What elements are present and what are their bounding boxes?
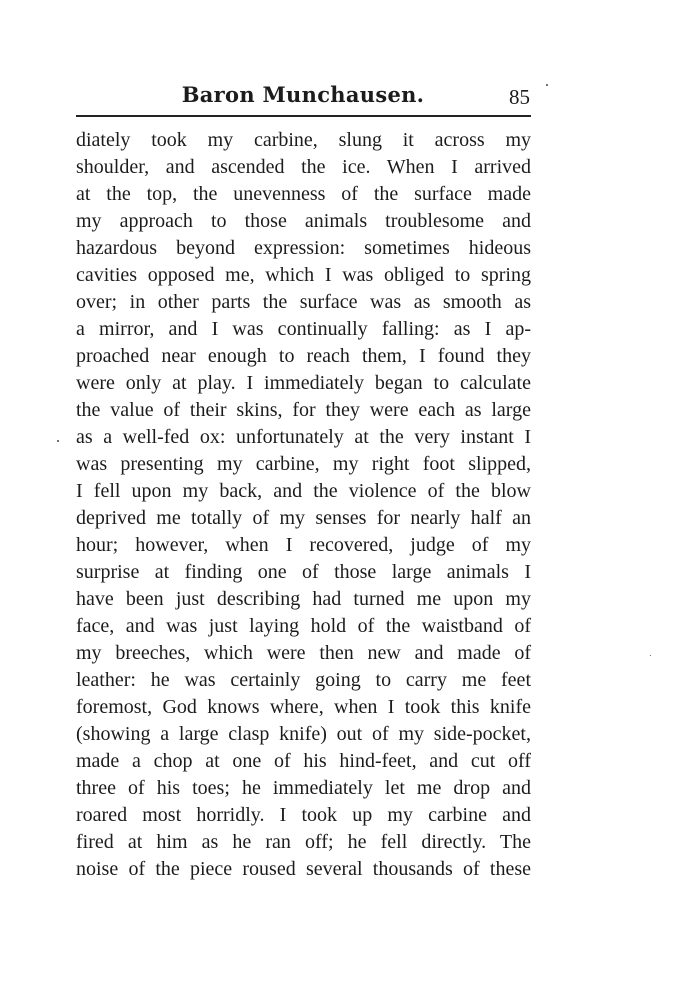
body-text (76, 127, 531, 883)
running-title: Baron Munchausen. (181, 82, 425, 107)
text-line: roared most horridly. I took up my carbine and (76, 804, 531, 826)
text-line: deprived me totally of my senses for nearly half an (76, 507, 531, 529)
text-line: have been just describing had turned me upon my (76, 588, 531, 610)
text-line: over; in other parts the surface was as smooth as (76, 291, 531, 313)
text-line: (showing a large clasp knife) out of my side-pocket, (76, 723, 531, 745)
text-line: was presenting my carbine, my right foot slipped, (76, 453, 531, 475)
text-line: face, and was just laying hold of the waistband of (76, 615, 531, 637)
text-line: fired at him as he ran off; he fell directly. The (76, 831, 531, 853)
text-line: my approach to those animals troublesome and (76, 210, 531, 232)
text-line: surprise at finding one of those large animals I (76, 561, 531, 583)
text-line: the value of their skins, for they were each as large (76, 399, 531, 421)
text-line: foremost, God knows where, when I took this knife (76, 696, 531, 718)
text-line: at the top, the unevenness of the surface made (76, 183, 531, 205)
text-line: hour; however, when I recovered, judge of my (76, 534, 531, 556)
text-line: noise of the piece roused several thousands of these (76, 858, 531, 880)
text-line: as a well-fed ox: unfortunately at the very instant I (76, 426, 531, 448)
running-header (76, 82, 530, 112)
text-line: hazardous beyond expression: sometimes hideous (76, 237, 531, 259)
text-line: made a chop at one of his hind-feet, and cut off (76, 750, 531, 772)
text-line: three of his toes; he immediately let me drop and (76, 777, 531, 799)
text-line: leather: he was certainly going to carry me feet (76, 669, 531, 691)
text-line: cavities opposed me, which I was obliged to spring (76, 264, 531, 286)
text-line: my breeches, which were then new and made of (76, 642, 531, 664)
print-speck (57, 440, 59, 442)
text-line: I fell upon my back, and the violence of the blow (76, 480, 531, 502)
text-line: diately took my carbine, slung it across my (76, 129, 531, 151)
print-speck (650, 655, 651, 656)
print-speck (546, 84, 548, 86)
page-number: 85 (509, 85, 530, 109)
text-line: were only at play. I immediately began to calculate (76, 372, 531, 394)
text-line: a mirror, and I was continually falling: as I ap- (76, 318, 531, 340)
text-line: shoulder, and ascended the ice. When I arrived (76, 156, 531, 178)
header-rule (76, 115, 531, 117)
text-line: proached near enough to reach them, I found they (76, 345, 531, 367)
